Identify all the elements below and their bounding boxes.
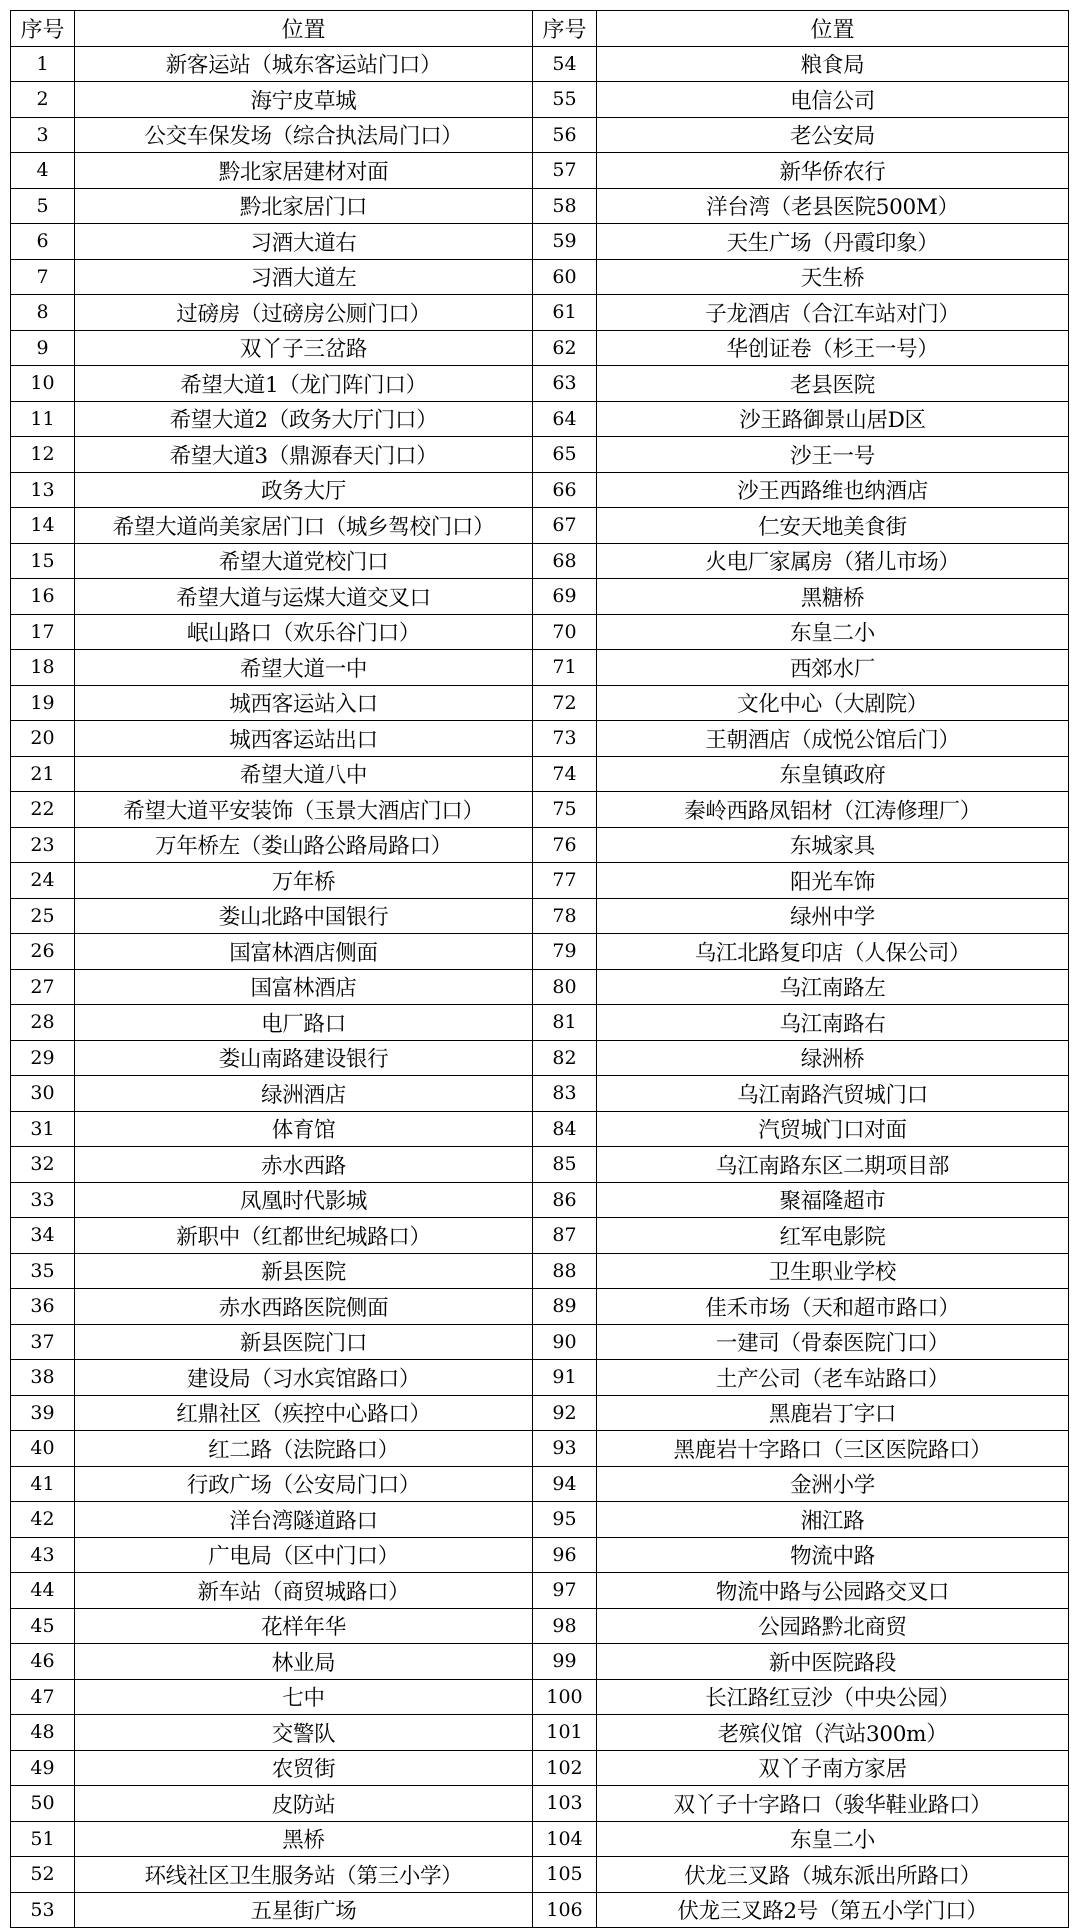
seq-cell: 25 xyxy=(11,898,75,934)
location-cell: 黑桥 xyxy=(75,1821,533,1857)
table-row xyxy=(11,259,1069,295)
seq-cell: 66 xyxy=(533,472,597,508)
location-cell: 聚福隆超市 xyxy=(597,1182,1069,1218)
table-row xyxy=(11,1147,1069,1183)
seq-cell: 93 xyxy=(533,1431,597,1467)
location-cell: 七中 xyxy=(75,1679,533,1715)
seq-cell: 14 xyxy=(11,508,75,544)
location-cell: 阳光车饰 xyxy=(597,863,1069,899)
seq-cell: 98 xyxy=(533,1608,597,1644)
seq-cell: 57 xyxy=(533,153,597,189)
seq-cell: 99 xyxy=(533,1644,597,1680)
location-cell: 花样年华 xyxy=(75,1608,533,1644)
seq-cell: 8 xyxy=(11,295,75,331)
location-cell: 国富林酒店 xyxy=(75,969,533,1005)
location-cell: 红鼎社区（疾控中心路口） xyxy=(75,1395,533,1431)
seq-cell: 15 xyxy=(11,543,75,579)
location-cell: 海宁皮草城 xyxy=(75,82,533,118)
location-cell: 赤水西路医院侧面 xyxy=(75,1289,533,1325)
seq-cell: 35 xyxy=(11,1253,75,1289)
seq-cell: 73 xyxy=(533,721,597,757)
location-cell: 物流中路 xyxy=(597,1537,1069,1573)
seq-cell: 58 xyxy=(533,188,597,224)
location-cell: 林业局 xyxy=(75,1644,533,1680)
table-row xyxy=(11,650,1069,686)
seq-cell: 92 xyxy=(533,1395,597,1431)
seq-cell: 104 xyxy=(533,1821,597,1857)
location-cell: 娄山北路中国银行 xyxy=(75,898,533,934)
table-row xyxy=(11,472,1069,508)
seq-cell: 3 xyxy=(11,117,75,153)
seq-cell: 78 xyxy=(533,898,597,934)
seq-cell: 76 xyxy=(533,827,597,863)
location-cell: 希望大道平安装饰（玉景大酒店门口） xyxy=(75,792,533,828)
seq-cell: 70 xyxy=(533,614,597,650)
location-cell: 洋台湾隧道路口 xyxy=(75,1502,533,1538)
seq-cell: 6 xyxy=(11,224,75,260)
table-row xyxy=(11,437,1069,473)
location-cell: 城西客运站出口 xyxy=(75,721,533,757)
seq-cell: 13 xyxy=(11,472,75,508)
seq-cell: 7 xyxy=(11,259,75,295)
seq-cell: 56 xyxy=(533,117,597,153)
location-cell: 老县医院 xyxy=(597,366,1069,402)
location-cell: 双丫子十字路口（骏华鞋业路口） xyxy=(597,1786,1069,1822)
seq-cell: 20 xyxy=(11,721,75,757)
seq-cell: 68 xyxy=(533,543,597,579)
location-cell: 黑糖桥 xyxy=(597,579,1069,615)
location-cell: 新县医院门口 xyxy=(75,1324,533,1360)
seq-cell: 12 xyxy=(11,437,75,473)
location-cell: 公园路黔北商贸 xyxy=(597,1608,1069,1644)
location-cell: 公交车保发场（综合执法局门口） xyxy=(75,117,533,153)
table-row xyxy=(11,721,1069,757)
seq-cell: 67 xyxy=(533,508,597,544)
seq-cell: 65 xyxy=(533,437,597,473)
seq-cell: 79 xyxy=(533,934,597,970)
table-row xyxy=(11,1750,1069,1786)
location-cell: 皮防站 xyxy=(75,1786,533,1822)
seq-cell: 39 xyxy=(11,1395,75,1431)
location-cell: 西郊水厂 xyxy=(597,650,1069,686)
table-body xyxy=(11,46,1069,1928)
seq-cell: 21 xyxy=(11,756,75,792)
location-table xyxy=(10,10,1069,1928)
table-row xyxy=(11,1005,1069,1041)
seq-cell: 10 xyxy=(11,366,75,402)
table-row xyxy=(11,188,1069,224)
table-row xyxy=(11,508,1069,544)
table-row xyxy=(11,1715,1069,1751)
seq-cell: 89 xyxy=(533,1289,597,1325)
table-row xyxy=(11,685,1069,721)
location-cell: 娄山南路建设银行 xyxy=(75,1040,533,1076)
location-cell: 卫生职业学校 xyxy=(597,1253,1069,1289)
seq-cell: 43 xyxy=(11,1537,75,1573)
seq-cell: 83 xyxy=(533,1076,597,1112)
location-cell: 赤水西路 xyxy=(75,1147,533,1183)
location-cell: 文化中心（大剧院） xyxy=(597,685,1069,721)
table-row xyxy=(11,1786,1069,1822)
seq-cell: 91 xyxy=(533,1360,597,1396)
location-cell: 天生广场（丹霞印象） xyxy=(597,224,1069,260)
seq-cell: 42 xyxy=(11,1502,75,1538)
location-cell: 双丫子南方家居 xyxy=(597,1750,1069,1786)
location-cell: 城西客运站入口 xyxy=(75,685,533,721)
location-cell: 建设局（习水宾馆路口） xyxy=(75,1360,533,1396)
seq-header-right: 序号 xyxy=(533,11,597,47)
seq-cell: 19 xyxy=(11,685,75,721)
seq-cell: 87 xyxy=(533,1218,597,1254)
seq-cell: 16 xyxy=(11,579,75,615)
seq-cell: 81 xyxy=(533,1005,597,1041)
location-cell: 天生桥 xyxy=(597,259,1069,295)
location-cell: 物流中路与公园路交叉口 xyxy=(597,1573,1069,1609)
location-cell: 电厂路口 xyxy=(75,1005,533,1041)
seq-cell: 53 xyxy=(11,1892,75,1928)
location-header-right: 位置 xyxy=(597,11,1069,47)
seq-cell: 40 xyxy=(11,1431,75,1467)
table-row xyxy=(11,1360,1069,1396)
location-cell: 秦岭西路凤铝材（江涛修理厂） xyxy=(597,792,1069,828)
location-cell: 长江路红豆沙（中央公园） xyxy=(597,1679,1069,1715)
table-row xyxy=(11,1679,1069,1715)
location-cell: 佳禾市场（天和超市路口） xyxy=(597,1289,1069,1325)
table-row xyxy=(11,1857,1069,1893)
table-row xyxy=(11,827,1069,863)
seq-cell: 101 xyxy=(533,1715,597,1751)
seq-cell: 61 xyxy=(533,295,597,331)
location-cell: 红军电影院 xyxy=(597,1218,1069,1254)
table-row xyxy=(11,1076,1069,1112)
location-cell: 行政广场（公安局门口） xyxy=(75,1466,533,1502)
location-cell: 希望大道与运煤大道交叉口 xyxy=(75,579,533,615)
seq-cell: 71 xyxy=(533,650,597,686)
location-cell: 广电局（区中门口） xyxy=(75,1537,533,1573)
location-header-left: 位置 xyxy=(75,11,533,47)
location-cell: 东城家具 xyxy=(597,827,1069,863)
table-row xyxy=(11,1324,1069,1360)
seq-cell: 38 xyxy=(11,1360,75,1396)
location-cell: 绿州中学 xyxy=(597,898,1069,934)
table-row xyxy=(11,1182,1069,1218)
seq-cell: 26 xyxy=(11,934,75,970)
seq-cell: 96 xyxy=(533,1537,597,1573)
seq-cell: 62 xyxy=(533,330,597,366)
seq-cell: 63 xyxy=(533,366,597,402)
seq-cell: 85 xyxy=(533,1147,597,1183)
seq-cell: 105 xyxy=(533,1857,597,1893)
location-cell: 王朝酒店（成悦公馆后门） xyxy=(597,721,1069,757)
seq-cell: 55 xyxy=(533,82,597,118)
seq-cell: 32 xyxy=(11,1147,75,1183)
location-cell: 新职中（红都世纪城路口） xyxy=(75,1218,533,1254)
location-cell: 岷山路口（欢乐谷门口） xyxy=(75,614,533,650)
location-cell: 新华侨农行 xyxy=(597,153,1069,189)
table-row xyxy=(11,1289,1069,1325)
seq-cell: 18 xyxy=(11,650,75,686)
location-cell: 红二路（法院路口） xyxy=(75,1431,533,1467)
location-cell: 子龙酒店（合江车站对门） xyxy=(597,295,1069,331)
location-cell: 新县医院 xyxy=(75,1253,533,1289)
seq-cell: 59 xyxy=(533,224,597,260)
table-row xyxy=(11,1821,1069,1857)
table-row xyxy=(11,1253,1069,1289)
location-cell: 华创证卷（杉王一号） xyxy=(597,330,1069,366)
location-cell: 伏龙三叉路（城东派出所路口） xyxy=(597,1857,1069,1893)
location-cell: 希望大道一中 xyxy=(75,650,533,686)
seq-cell: 9 xyxy=(11,330,75,366)
table-row xyxy=(11,46,1069,82)
location-cell: 希望大道1（龙门阵门口） xyxy=(75,366,533,402)
location-cell: 金洲小学 xyxy=(597,1466,1069,1502)
location-cell: 过磅房（过磅房公厕门口） xyxy=(75,295,533,331)
table-row xyxy=(11,1502,1069,1538)
seq-cell: 90 xyxy=(533,1324,597,1360)
seq-cell: 1 xyxy=(11,46,75,82)
table-row xyxy=(11,1218,1069,1254)
header-row xyxy=(11,11,1069,47)
location-cell: 伏龙三叉路2号（第五小学门口） xyxy=(597,1892,1069,1928)
location-cell: 洋台湾（老县医院500M） xyxy=(597,188,1069,224)
location-cell: 环线社区卫生服务站（第三小学） xyxy=(75,1857,533,1893)
seq-cell: 2 xyxy=(11,82,75,118)
location-cell: 国富林酒店侧面 xyxy=(75,934,533,970)
table-row xyxy=(11,1431,1069,1467)
location-cell: 一建司（骨泰医院门口） xyxy=(597,1324,1069,1360)
location-cell: 万年桥左（娄山路公路局路口） xyxy=(75,827,533,863)
location-cell: 汽贸城门口对面 xyxy=(597,1111,1069,1147)
seq-cell: 37 xyxy=(11,1324,75,1360)
location-cell: 习酒大道左 xyxy=(75,259,533,295)
seq-cell: 5 xyxy=(11,188,75,224)
seq-cell: 17 xyxy=(11,614,75,650)
table-row xyxy=(11,614,1069,650)
table-row xyxy=(11,934,1069,970)
seq-cell: 69 xyxy=(533,579,597,615)
table-row xyxy=(11,898,1069,934)
seq-cell: 47 xyxy=(11,1679,75,1715)
seq-cell: 48 xyxy=(11,1715,75,1751)
location-cell: 粮食局 xyxy=(597,46,1069,82)
seq-cell: 45 xyxy=(11,1608,75,1644)
seq-cell: 106 xyxy=(533,1892,597,1928)
location-cell: 绿洲桥 xyxy=(597,1040,1069,1076)
location-cell: 希望大道八中 xyxy=(75,756,533,792)
table-row xyxy=(11,792,1069,828)
location-cell: 黔北家居门口 xyxy=(75,188,533,224)
table-row xyxy=(11,1608,1069,1644)
location-cell: 黑鹿岩丁字口 xyxy=(597,1395,1069,1431)
table-row xyxy=(11,330,1069,366)
table-row xyxy=(11,82,1069,118)
location-cell: 新中医院路段 xyxy=(597,1644,1069,1680)
seq-cell: 84 xyxy=(533,1111,597,1147)
seq-cell: 60 xyxy=(533,259,597,295)
location-cell: 体育馆 xyxy=(75,1111,533,1147)
seq-cell: 94 xyxy=(533,1466,597,1502)
seq-cell: 102 xyxy=(533,1750,597,1786)
location-cell: 东皇二小 xyxy=(597,614,1069,650)
table-row xyxy=(11,153,1069,189)
location-cell: 东皇镇政府 xyxy=(597,756,1069,792)
location-cell: 五星街广场 xyxy=(75,1892,533,1928)
seq-cell: 88 xyxy=(533,1253,597,1289)
location-cell: 交警队 xyxy=(75,1715,533,1751)
seq-cell: 41 xyxy=(11,1466,75,1502)
seq-cell: 34 xyxy=(11,1218,75,1254)
location-cell: 湘江路 xyxy=(597,1502,1069,1538)
seq-cell: 46 xyxy=(11,1644,75,1680)
location-cell: 习酒大道右 xyxy=(75,224,533,260)
location-cell: 仁安天地美食街 xyxy=(597,508,1069,544)
seq-cell: 97 xyxy=(533,1573,597,1609)
table-row xyxy=(11,401,1069,437)
table-row xyxy=(11,543,1069,579)
seq-cell: 22 xyxy=(11,792,75,828)
location-cell: 新客运站（城东客运站门口） xyxy=(75,46,533,82)
location-cell: 老公安局 xyxy=(597,117,1069,153)
table-row xyxy=(11,1573,1069,1609)
seq-cell: 54 xyxy=(533,46,597,82)
seq-cell: 75 xyxy=(533,792,597,828)
seq-cell: 11 xyxy=(11,401,75,437)
location-cell: 土产公司（老车站路口） xyxy=(597,1360,1069,1396)
seq-cell: 44 xyxy=(11,1573,75,1609)
table-row xyxy=(11,1537,1069,1573)
seq-cell: 27 xyxy=(11,969,75,1005)
seq-cell: 28 xyxy=(11,1005,75,1041)
location-cell: 新车站（商贸城路口） xyxy=(75,1573,533,1609)
table-row xyxy=(11,1892,1069,1928)
location-cell: 农贸街 xyxy=(75,1750,533,1786)
location-cell: 希望大道3（鼎源春天门口） xyxy=(75,437,533,473)
location-cell: 黔北家居建材对面 xyxy=(75,153,533,189)
table-row xyxy=(11,366,1069,402)
location-cell: 政务大厅 xyxy=(75,472,533,508)
table-row xyxy=(11,224,1069,260)
table-row xyxy=(11,117,1069,153)
seq-cell: 24 xyxy=(11,863,75,899)
location-cell: 万年桥 xyxy=(75,863,533,899)
location-cell: 乌江南路东区二期项目部 xyxy=(597,1147,1069,1183)
location-cell: 乌江南路右 xyxy=(597,1005,1069,1041)
location-cell: 乌江北路复印店（人保公司） xyxy=(597,934,1069,970)
seq-cell: 80 xyxy=(533,969,597,1005)
table-row xyxy=(11,756,1069,792)
location-cell: 希望大道尚美家居门口（城乡驾校门口） xyxy=(75,508,533,544)
location-cell: 希望大道2（政务大厅门口） xyxy=(75,401,533,437)
table-row xyxy=(11,1644,1069,1680)
table-row xyxy=(11,1111,1069,1147)
seq-cell: 82 xyxy=(533,1040,597,1076)
table-row xyxy=(11,295,1069,331)
location-cell: 绿洲酒店 xyxy=(75,1076,533,1112)
seq-cell: 74 xyxy=(533,756,597,792)
location-cell: 双丫子三岔路 xyxy=(75,330,533,366)
seq-cell: 64 xyxy=(533,401,597,437)
seq-cell: 52 xyxy=(11,1857,75,1893)
seq-cell: 31 xyxy=(11,1111,75,1147)
seq-cell: 51 xyxy=(11,1821,75,1857)
location-cell: 凤凰时代影城 xyxy=(75,1182,533,1218)
table-row xyxy=(11,1466,1069,1502)
location-cell: 电信公司 xyxy=(597,82,1069,118)
seq-cell: 50 xyxy=(11,1786,75,1822)
seq-cell: 103 xyxy=(533,1786,597,1822)
seq-header-left: 序号 xyxy=(11,11,75,47)
location-cell: 沙王路御景山居D区 xyxy=(597,401,1069,437)
seq-cell: 49 xyxy=(11,1750,75,1786)
seq-cell: 23 xyxy=(11,827,75,863)
seq-cell: 33 xyxy=(11,1182,75,1218)
table-row xyxy=(11,1040,1069,1076)
location-cell: 火电厂家属房（猪儿市场） xyxy=(597,543,1069,579)
location-cell: 乌江南路汽贸城门口 xyxy=(597,1076,1069,1112)
seq-cell: 77 xyxy=(533,863,597,899)
seq-cell: 95 xyxy=(533,1502,597,1538)
seq-cell: 100 xyxy=(533,1679,597,1715)
location-cell: 老殡仪馆（汽站300m） xyxy=(597,1715,1069,1751)
seq-cell: 4 xyxy=(11,153,75,189)
table-row xyxy=(11,863,1069,899)
seq-cell: 36 xyxy=(11,1289,75,1325)
seq-cell: 86 xyxy=(533,1182,597,1218)
location-cell: 东皇二小 xyxy=(597,1821,1069,1857)
location-cell: 希望大道党校门口 xyxy=(75,543,533,579)
seq-cell: 29 xyxy=(11,1040,75,1076)
location-cell: 沙王一号 xyxy=(597,437,1069,473)
table-row xyxy=(11,1395,1069,1431)
seq-cell: 30 xyxy=(11,1076,75,1112)
location-cell: 黑鹿岩十字路口（三区医院路口） xyxy=(597,1431,1069,1467)
location-cell: 沙王西路维也纳酒店 xyxy=(597,472,1069,508)
seq-cell: 72 xyxy=(533,685,597,721)
table-row xyxy=(11,579,1069,615)
location-cell: 乌江南路左 xyxy=(597,969,1069,1005)
table-row xyxy=(11,969,1069,1005)
